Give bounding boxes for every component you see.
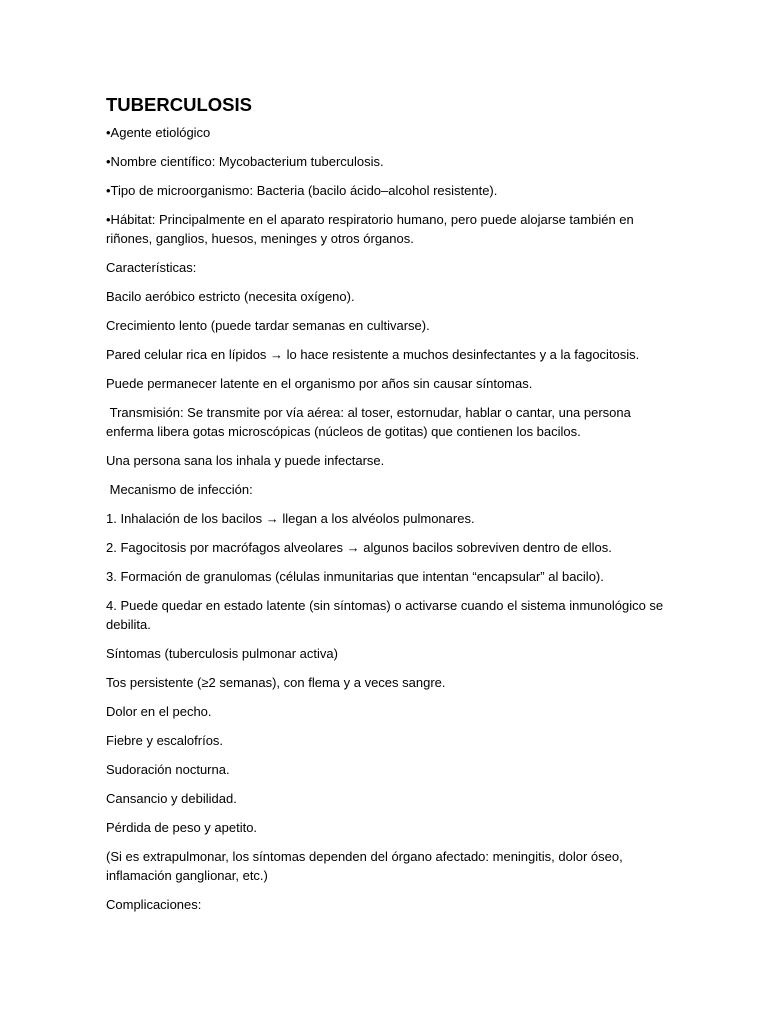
- paragraph-caracteristicas-heading: Características:: [106, 260, 197, 275]
- paragraph-sintomas-heading: Síntomas (tuberculosis pulmonar activa): [106, 646, 338, 661]
- paragraph-mecanismo-step-1: 1. Inhalación de los bacilos → llegan a los alvéolos pulmonares.: [106, 511, 475, 526]
- paragraph-pared-celular: Pared celular rica en lípidos → lo hace resistente a muchos desinfectantes y a la fagocitosis.: [106, 347, 640, 362]
- paragraph-mecanismo-step-4: 4. Puede quedar en estado latente (sin síntomas) o activarse cuando el sistema inmunológico se debilita.: [106, 598, 667, 632]
- paragraph-tos-persistente: Tos persistente (≥2 semanas), con flema y a veces sangre.: [106, 675, 446, 690]
- paragraph-fiebre: Fiebre y escalofríos.: [106, 733, 224, 748]
- paragraph-complicaciones-heading: Complicaciones:: [106, 897, 202, 912]
- paragraph-mecanismo-heading: Mecanismo de infección:: [106, 482, 253, 497]
- paragraph-agente-etiologico: •Agente etiológico: [106, 125, 211, 140]
- paragraph-extrapulmonar: (Si es extrapulmonar, los síntomas dependen del órgano afectado: meningitis, dolor óseo, inflamación ganglionar, etc.): [106, 849, 627, 883]
- paragraph-persona-sana: Una persona sana los inhala y puede infectarse.: [106, 453, 385, 468]
- paragraph-mecanismo-step-3: 3. Formación de granulomas (células inmunitarias que intentan “encapsular” al bacilo).: [106, 569, 604, 584]
- document-title: TUBERCULOSIS: [106, 94, 252, 115]
- paragraph-transmision: Transmisión: Se transmite por vía aérea: al toser, estornudar, hablar o cantar, una persona enferma libera gotas microscópicas (núcleos de gotitas) que contienen los bacilos.: [106, 405, 635, 439]
- paragraph-bacilo-aerobico: Bacilo aeróbico estricto (necesita oxígeno).: [106, 289, 355, 304]
- paragraph-habitat: •Hábitat: Principalmente en el aparato respiratorio humano, pero puede alojarse también en riñones, ganglios, huesos, meninges y otros órganos.: [106, 212, 638, 246]
- paragraph-perdida-peso: Pérdida de peso y apetito.: [106, 820, 258, 835]
- paragraph-tipo-microorganismo: •Tipo de microorganismo: Bacteria (bacilo ácido–alcohol resistente).: [106, 183, 498, 198]
- paragraph-nombre-cientifico: •Nombre científico: Mycobacterium tuberculosis.: [106, 154, 384, 169]
- paragraph-dolor-pecho: Dolor en el pecho.: [106, 704, 212, 719]
- paragraph-latente: Puede permanecer latente en el organismo por años sin causar síntomas.: [106, 376, 533, 391]
- paragraph-mecanismo-step-2: 2. Fagocitosis por macrófagos alveolares → algunos bacilos sobreviven dentro de ellos.: [106, 540, 612, 555]
- paragraph-cansancio: Cansancio y debilidad.: [106, 791, 237, 806]
- paragraph-sudoracion: Sudoración nocturna.: [106, 762, 230, 777]
- paragraph-crecimiento-lento: Crecimiento lento (puede tardar semanas en cultivarse).: [106, 318, 430, 333]
- document-page: [106, 93, 676, 924]
